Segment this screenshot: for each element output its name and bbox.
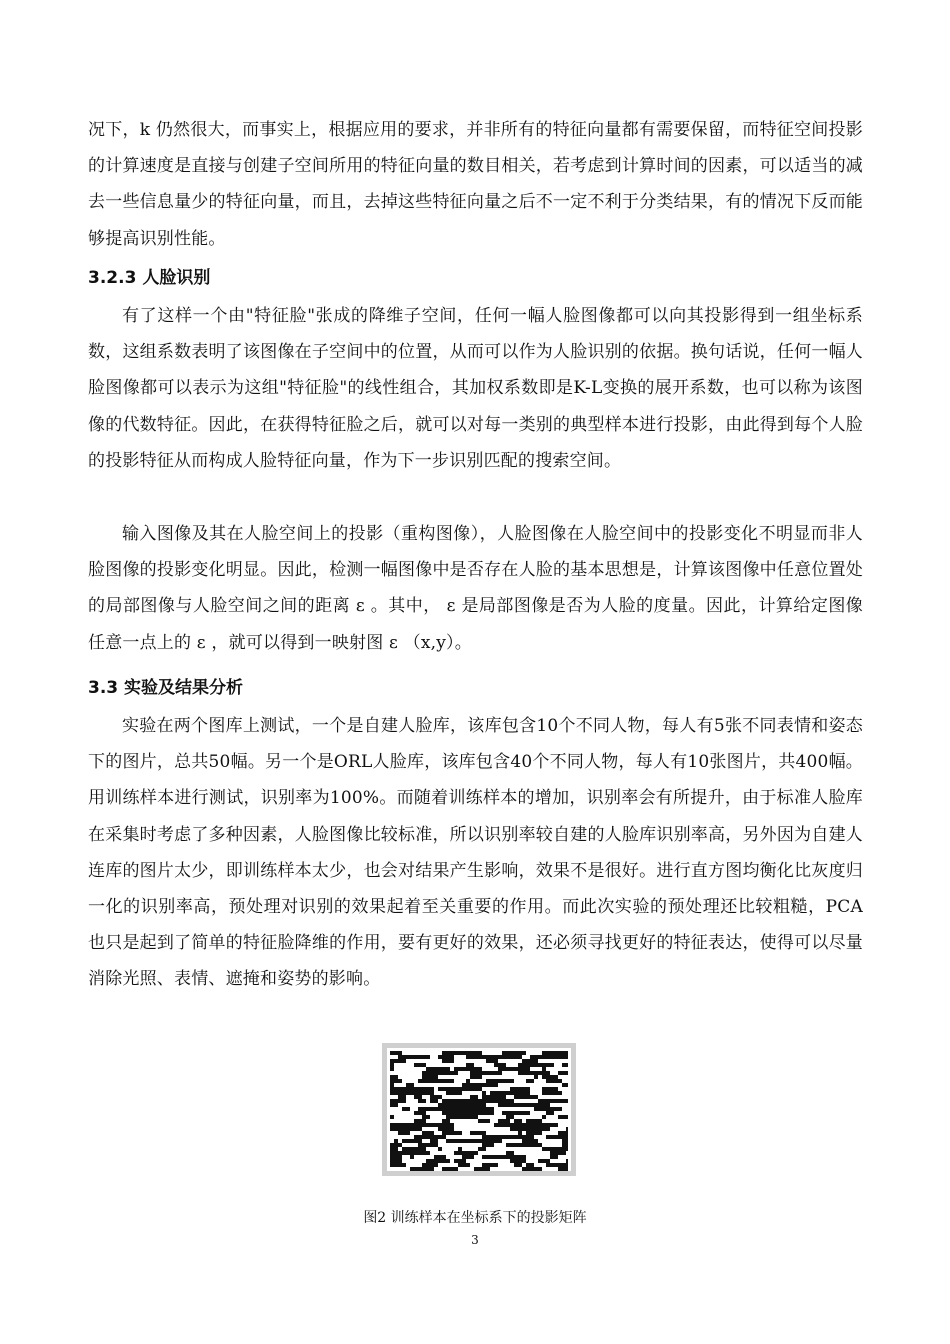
page-number: 3 — [471, 1233, 479, 1247]
paragraph-experiment-results: 实验在两个图库上测试，一个是自建人脸库，该库包含10个不同人物，每人有5张不同表情和姿态下的图片，总共50幅。另一个是ORL人脸库，该库包含40个不同人物，每人有10张图片，共400幅。用训练样本进行测试，识别率为100%。而随着训练样本的增加，识别率会有所提升，由于标准人脸库在采集时考虑了多种因素，人脸图像比较标准，所以识别率较自建的人脸库识别率高，另外因为自建人连库的图片太少，即训练样本太少，也会对结果产生影响，效果不是很好。进行直方图均衡化比灰度归一化的识别率高，预处理对识别的效果起着至关重要的作用。而此次实验的预处理还比较粗糙，PCA也只是起到了简单的特征脸降维的作用，要有更好的效果，还必须寻找更好的特征表达，使得可以尽量消除光照、表情、遮掩和姿势的影响。 — [88, 716, 863, 990]
paragraph-face-detection: 输入图像及其在人脸空间上的投影（重构图像），人脸图像在人脸空间中的投影变化不明显而非人脸图像的投影变化明显。因此，检测一幅图像中是否存在人脸的基本思想是，计算该图像中任意位置处的局部图像与人脸空间之间的距离 ε 。其中， ε 是局部图像是否为人脸的度量。因此，计算给定图像任意一点上的 ε ，就可以得到一映射图 ε （x,y）。 — [88, 524, 863, 653]
section-heading-3-2-3: 3.2.3 人脸识别 — [88, 268, 211, 288]
paragraph-face-recognition: 有了这样一个由"特征脸"张成的降维子空间，任何一幅人脸图像都可以向其投影得到一组坐标系数，这组系数表明了该图像在子空间中的位置，从而可以作为人脸识别的依据。换句话说，任何一幅人脸图像都可以表示为这组"特征脸"的线性组合，其加权系数即是K-L变换的展开系数，也可以称为该图像的代数特征。因此，在获得特征脸之后，就可以对每一类别的典型样本进行投影，由此得到每个人脸的投影特征从而构成人脸特征向量，作为下一步识别匹配的搜索空间。 — [88, 306, 863, 471]
paragraph-eigenvector-selection: 况下，k 仍然很大，而事实上，根据应用的要求，并非所有的特征向量都有需要保留，而特征空间投影的计算速度是直接与创建子空间所用的特征向量的数目相关，若考虑到计算时间的因素，可以适当的减去一些信息量少的特征向量，而且，去掉这些特征向量之后不一定不利于分类结果，有的情况下反而能够提高识别性能。 — [88, 120, 863, 249]
section-heading-3-3: 3.3 实验及结果分析 — [88, 678, 244, 698]
projection-matrix-figure — [382, 1043, 576, 1176]
projection-matrix-image — [382, 1043, 576, 1176]
figure-caption: 图2 训练样本在坐标系下的投影矩阵 — [363, 1210, 587, 1226]
